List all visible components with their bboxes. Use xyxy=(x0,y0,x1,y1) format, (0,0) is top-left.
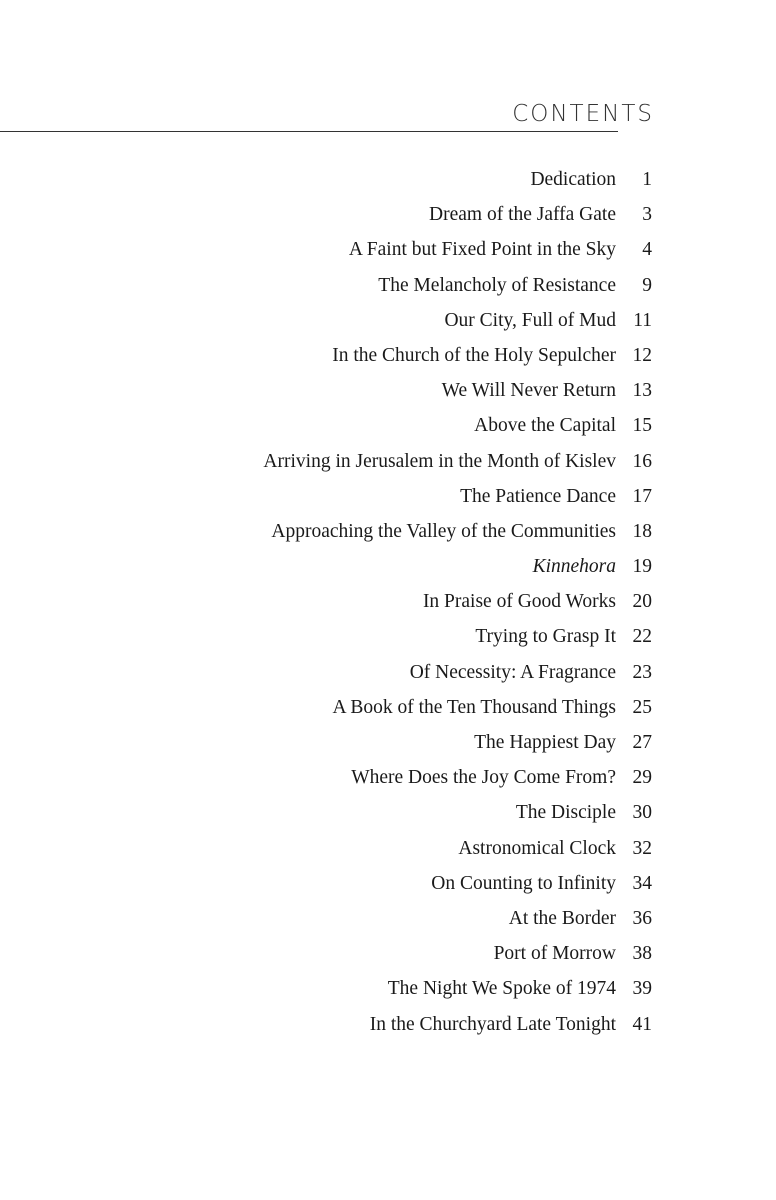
toc-entry-title: On Counting to Infinity xyxy=(431,872,616,894)
toc-entry-page-number: 4 xyxy=(642,239,652,261)
toc-entry-page-number: 13 xyxy=(632,380,652,402)
toc-entry-title: Above the Capital xyxy=(474,415,616,437)
toc-entry-title: Where Does the Joy Come From? xyxy=(351,767,616,789)
toc-entry-title: The Happiest Day xyxy=(474,732,616,753)
toc-entry-page-number: 12 xyxy=(632,344,652,366)
toc-entry xyxy=(52,619,652,654)
toc-entry-page-number: 11 xyxy=(633,309,652,331)
toc-entry-title: Approaching the Valley of the Communities xyxy=(271,520,616,542)
toc-entry-title: Trying to Grasp It xyxy=(475,626,616,648)
toc-entry-page-number: 1 xyxy=(642,169,652,190)
toc-entry-title: Of Necessity: A Fragrance xyxy=(409,661,616,683)
toc-entry-page-number: 3 xyxy=(642,204,652,226)
toc-entry-title: A Book of the Ten Thousand Things xyxy=(332,696,616,718)
toc-entry-title: The Melancholy of Resistance xyxy=(378,274,616,296)
toc-entry-title: Astronomical Clock xyxy=(458,837,616,859)
toc-entry-page-number: 20 xyxy=(632,591,652,613)
toc-entry-title: Dream of the Jaffa Gate xyxy=(429,204,616,226)
toc-entry-title: Arriving in Jerusalem in the Month of Kislev xyxy=(263,450,616,472)
toc-entry-page-number: 25 xyxy=(632,696,652,718)
toc-entry-title: The Disciple xyxy=(515,802,616,824)
toc-entry-page-number: 19 xyxy=(632,556,652,578)
toc-entry xyxy=(52,936,652,971)
toc-entry xyxy=(52,444,652,479)
toc-entry-page-number: 22 xyxy=(632,626,652,648)
toc-entry-page-number: 30 xyxy=(632,802,652,824)
toc-entry-page-number: 16 xyxy=(632,450,652,472)
toc-entry-page-number: 32 xyxy=(632,837,652,859)
toc-entry xyxy=(52,725,652,760)
toc-entry-page-number: 15 xyxy=(632,415,652,437)
toc-entry-page-number: 41 xyxy=(632,1013,652,1035)
toc-entry-page-number: 17 xyxy=(632,485,652,507)
toc-entry xyxy=(52,162,652,197)
table-of-contents xyxy=(52,162,652,1042)
toc-entry xyxy=(52,584,652,619)
toc-entry xyxy=(52,866,652,901)
toc-entry xyxy=(52,514,652,549)
toc-entry xyxy=(52,303,652,338)
toc-entry-page-number: 34 xyxy=(632,872,652,894)
toc-entry xyxy=(52,338,652,373)
toc-entry xyxy=(52,795,652,830)
toc-entry xyxy=(52,549,652,584)
toc-entry xyxy=(52,1007,652,1042)
toc-entry xyxy=(52,408,652,443)
toc-entry-title: In Praise of Good Works xyxy=(422,591,616,613)
toc-entry-title: In the Church of the Holy Sepulcher xyxy=(332,344,616,366)
toc-entry xyxy=(52,655,652,690)
toc-entry-page-number: 9 xyxy=(642,274,652,296)
toc-entry-page-number: 36 xyxy=(632,907,652,929)
toc-entry xyxy=(52,373,652,408)
toc-entry xyxy=(52,760,652,795)
toc-entry-page-number: 38 xyxy=(632,943,652,965)
toc-entry-page-number: 29 xyxy=(632,767,652,789)
contents-heading: CONTENTS xyxy=(512,101,654,127)
toc-entry xyxy=(52,690,652,725)
toc-entry-title: Our City, Full of Mud xyxy=(444,309,616,331)
toc-entry-title: The Night We Spoke of 1974 xyxy=(387,978,616,1000)
toc-entry xyxy=(52,971,652,1006)
toc-entry xyxy=(52,479,652,514)
toc-entry xyxy=(52,197,652,232)
toc-entry-title: The Patience Dance xyxy=(460,485,616,507)
toc-entry-title: In the Churchyard Late Tonight xyxy=(369,1013,616,1035)
heading-rule xyxy=(0,131,618,132)
toc-entry-page-number: 18 xyxy=(632,520,652,542)
toc-entry-title: A Faint but Fixed Point in the Sky xyxy=(348,239,616,261)
toc-entry-title: We Will Never Return xyxy=(441,380,616,402)
toc-entry-title: Port of Morrow xyxy=(493,943,616,965)
toc-entry-page-number: 39 xyxy=(632,978,652,1000)
toc-entry-page-number: 23 xyxy=(632,661,652,683)
toc-entry xyxy=(52,268,652,303)
toc-entry-title: Kinnehora xyxy=(532,556,616,578)
toc-entry-title: At the Border xyxy=(508,907,616,929)
toc-entry-title: Dedication xyxy=(530,169,616,190)
toc-entry xyxy=(52,232,652,267)
toc-entry xyxy=(52,831,652,866)
toc-entry xyxy=(52,901,652,936)
toc-entry-page-number: 27 xyxy=(632,732,652,753)
